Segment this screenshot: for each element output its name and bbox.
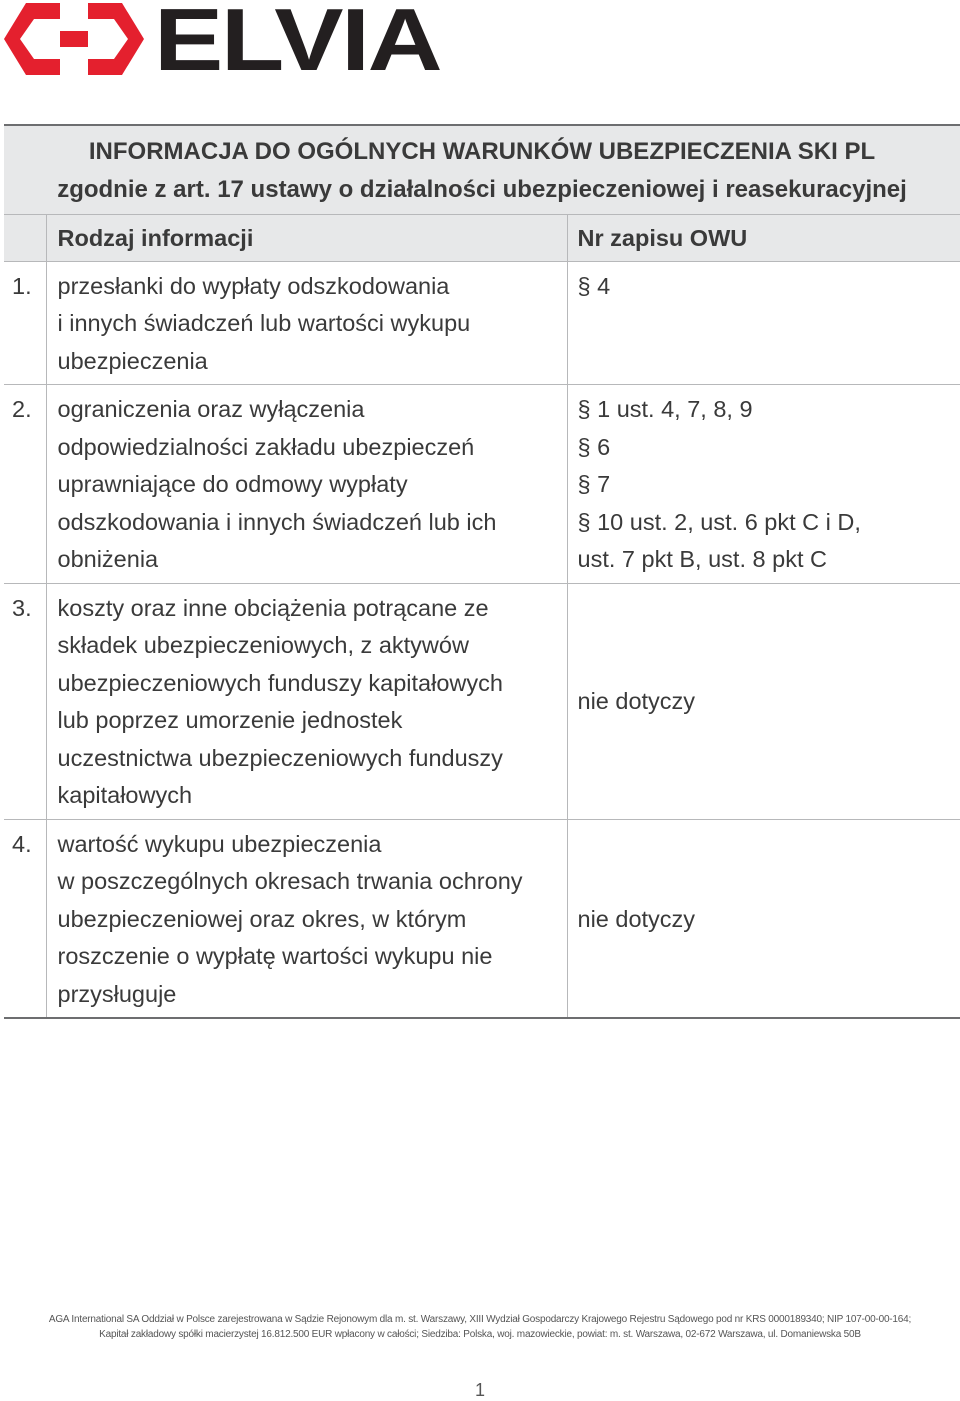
title-line-1: INFORMACJA DO OGÓLNYCH WARUNKÓW UBEZPIECZENIA SKI PL: [88, 138, 876, 165]
title-line-2: zgodnie z art. 17 ustawy o działalności ubezpieczeniowej i reasekuracyjnej: [57, 176, 907, 203]
owu-line: § 10 ust. 2, ust. 6 pkt C i D,: [577, 508, 861, 535]
legal-footer: [0, 1312, 960, 1342]
row-number: 3.: [4, 583, 46, 819]
elvia-logo-text: ELVIA: [154, 0, 441, 89]
table-title-row: [4, 125, 960, 215]
desc-line: lub poprzez umorzenie jednostek: [57, 707, 403, 733]
desc-line: składek ubezpieczeniowych, z aktywów: [57, 632, 469, 658]
table-row: [4, 819, 960, 1018]
table-header-row: [4, 215, 960, 262]
desc-line: ubezpieczeniowych funduszy kapitałowych: [57, 669, 503, 696]
desc-line: ubezpieczenia: [57, 347, 208, 374]
row-description: [46, 261, 567, 385]
header-type: Rodzaj informacji: [46, 215, 567, 262]
row-number: 2.: [4, 385, 46, 584]
desc-line: kapitałowych: [57, 782, 193, 808]
desc-line: roszczenie o wypłatę wartości wykupu nie: [57, 943, 493, 969]
owu-line: ust. 7 pkt B, ust. 8 pkt C: [577, 546, 827, 572]
header-num-cell: [4, 215, 46, 262]
footer-line-1: AGA International SA Oddział w Polsce zarejestrowana w Sądzie Rejonowym dla m. st. Warszawy, XIII Wydział Gospodarczy Krajowego Rejestru Sądowego pod nr KRS 0000189340; NIP 107-00-00-164;: [48, 1314, 912, 1325]
page-number: 1: [474, 1380, 485, 1400]
table-row: [4, 261, 960, 385]
table-row: [4, 385, 960, 584]
desc-line: przysługuje: [57, 980, 177, 1007]
row-owu-reference: [567, 819, 960, 1018]
owu-line: § 1 ust. 4, 7, 8, 9: [577, 396, 753, 422]
row-owu-reference: [567, 583, 960, 819]
desc-line: i innych świadczeń lub wartości wykupu: [57, 310, 471, 336]
row-description: [46, 385, 567, 584]
owu-line: nie dotyczy: [577, 905, 696, 932]
desc-line: odszkodowania i innych świadczeń lub ich: [57, 508, 497, 535]
row-description: [46, 583, 567, 819]
row-owu-reference: [567, 385, 960, 584]
desc-line: wartość wykupu ubezpieczenia: [57, 830, 382, 857]
owu-line: § 6: [577, 433, 611, 460]
owu-line: § 4: [577, 272, 611, 299]
footer-line-2: Kapitał zakładowy spółki macierzystej 16.812.500 EUR wpłacony w całości; Siedziba: Polska, woj. mazowieckie, powiat: m. st. Warszawa, 02-672 Warszawa, ul. Domaniewska 50B: [99, 1329, 861, 1340]
row-number: 1.: [4, 261, 46, 385]
row-description: [46, 819, 567, 1018]
elvia-logo: [4, 0, 441, 89]
row-owu-reference: [567, 261, 960, 385]
desc-line: odpowiedzialności zakładu ubezpieczeń: [57, 433, 475, 460]
desc-line: ubezpieczeniowej oraz okres, w którym: [57, 905, 467, 932]
elvia-cross-icon: [4, 3, 144, 75]
owu-line: nie dotyczy: [577, 688, 696, 715]
owu-line: § 7: [577, 471, 611, 497]
desc-line: uprawniające do odmowy wypłaty: [57, 471, 408, 497]
desc-line: przesłanki do wypłaty odszkodowania: [57, 272, 450, 299]
header-owu: Nr zapisu OWU: [567, 215, 960, 262]
desc-line: koszty oraz inne obciążenia potrącane ze: [57, 594, 489, 621]
document-title: [4, 125, 960, 215]
desc-line: ograniczenia oraz wyłączenia: [57, 396, 365, 422]
table-row: [4, 583, 960, 819]
owu-info-table: [4, 124, 960, 1019]
desc-line: w poszczególnych okresach trwania ochrony: [57, 868, 523, 894]
row-number: 4.: [4, 819, 46, 1018]
desc-line: uczestnictwa ubezpieczeniowych funduszy: [57, 744, 503, 771]
desc-line: obniżenia: [57, 546, 159, 572]
